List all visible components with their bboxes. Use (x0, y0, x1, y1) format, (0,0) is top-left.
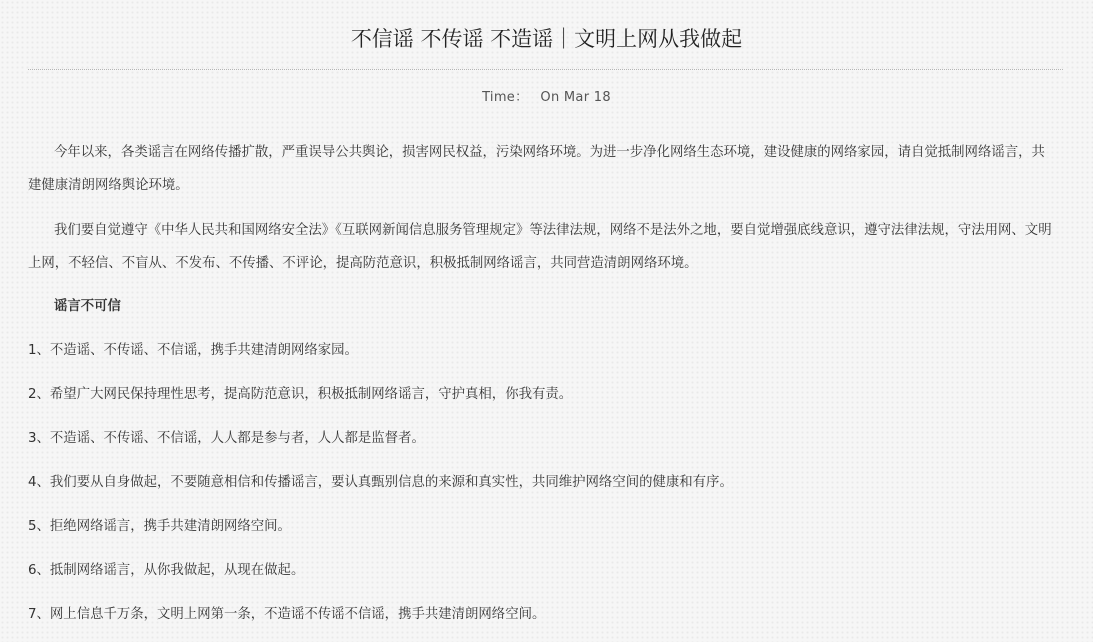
slogan-list (28, 334, 1058, 642)
paragraph-law: 我们要自觉遵守《中华人民共和国网络安全法》《互联网新闻信息服务管理规定》等法律法规，网络不是法外之地，要自觉增强底线意识，遵守法律法规，守法用网、文明上网，不轻信、不盲从、不发布、不传播、不评论，提高防范意识，积极抵制网络谣言，共同营造清朗网络环境。 (28, 223, 1052, 271)
time-value: On Mar 18 (540, 90, 611, 105)
article-meta (0, 89, 1093, 107)
section-subheading: 谣言不可信 (54, 299, 121, 314)
list-item: 4、我们要从自身做起，不要随意相信和传播谣言，要认真甄别信息的来源和真实性，共同维护网络空间的健康和有序。 (28, 475, 733, 490)
list-item: 6、抵制网络谣言，从你我做起，从现在做起。 (28, 563, 305, 578)
list-item: 2、希望广大网民保持理性思考，提高防范意识，积极抵制网络谣言，守护真相，你我有责。 (28, 387, 573, 402)
article-title: 不信谣 不传谣 不造谣｜文明上网从我做起 (350, 27, 743, 51)
list-item: 3、不造谣、不传谣、不信谣，人人都是参与者，人人都是监督者。 (28, 431, 425, 446)
time-label: Time： (482, 90, 529, 105)
article-body (28, 136, 1058, 642)
title-divider (28, 69, 1063, 70)
list-item: 1、不造谣、不传谣、不信谣，携手共建清朗网络家园。 (28, 343, 358, 358)
paragraph-intro: 今年以来，各类谣言在网络传播扩散，严重误导公共舆论，损害网民权益，污染网络环境。为进一步净化网络生态环境，建设健康的网络家园，请自觉抵制网络谣言，共建健康清朗网络舆论环境。 (28, 145, 1045, 193)
list-item: 7、网上信息千万条，文明上网第一条，不造谣不传谣不信谣，携手共建清朗网络空间。 (28, 607, 546, 622)
list-item: 5、拒绝网络谣言，携手共建清朗网络空间。 (28, 519, 291, 534)
